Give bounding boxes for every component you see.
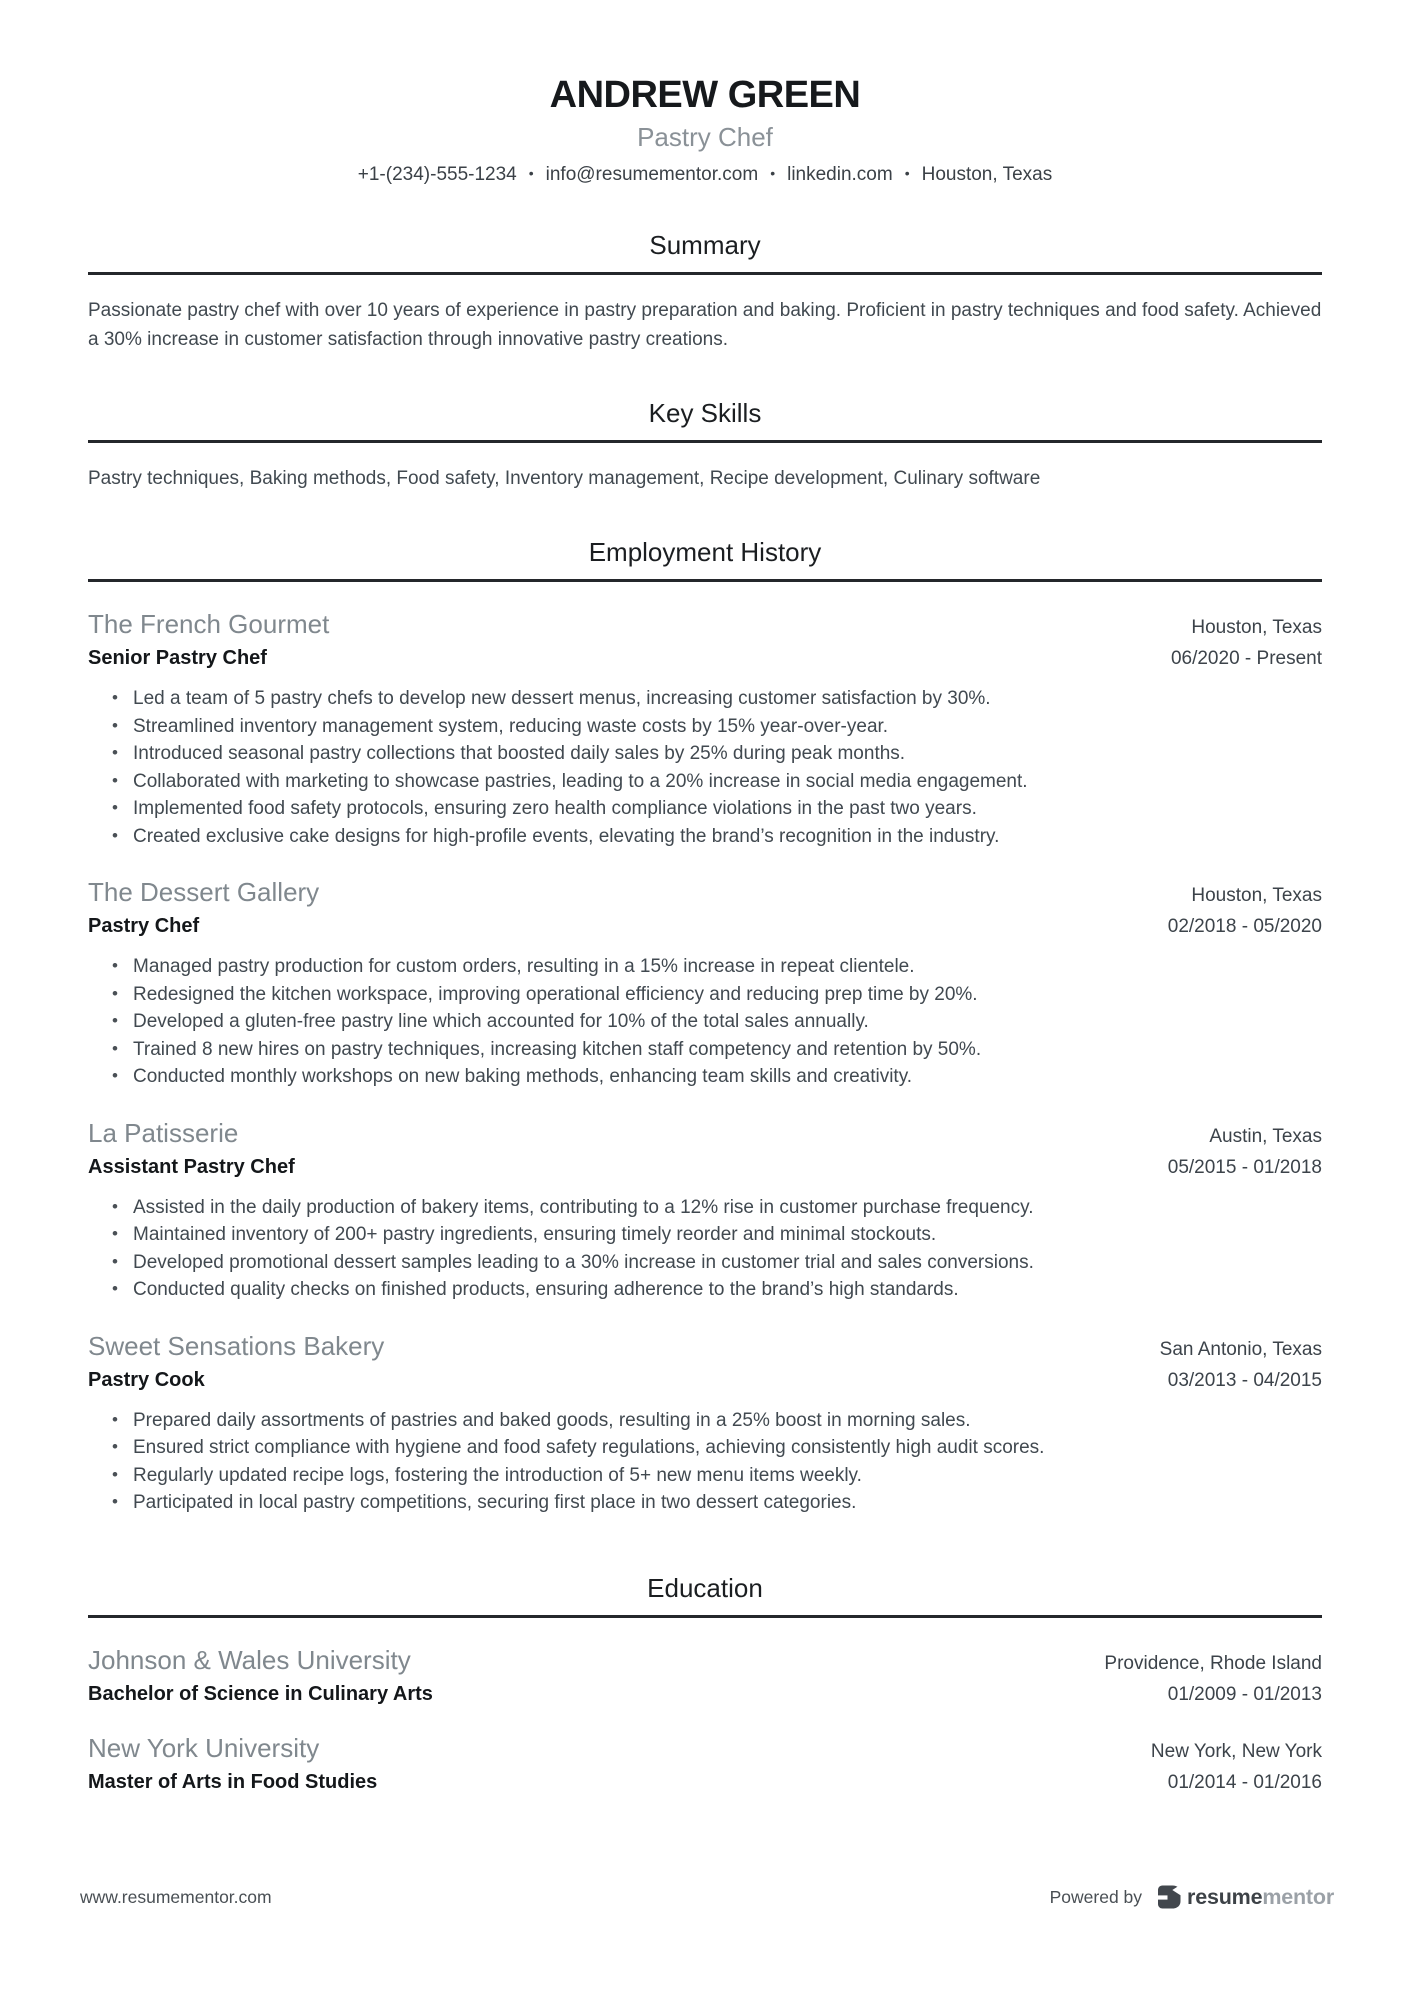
candidate-name: ANDREW GREEN (549, 74, 861, 116)
bullet-item: • Implemented food safety protocols, ensuring zero health compliance violations in the past two years. (112, 795, 1322, 823)
education-entry (88, 1645, 1322, 1706)
education-heading: Education (647, 1572, 763, 1603)
education-degree-row (88, 1764, 1322, 1794)
job-bullets (88, 953, 1322, 1091)
brand-bold: resume (1187, 1884, 1263, 1909)
candidate-title: Pastry Chef (637, 122, 773, 152)
key-skills-text: Pastry techniques, Baking methods, Food safety, Inventory management, Recipe development, Culinary software (88, 468, 1041, 489)
bullet-item: • Created exclusive cake designs for high-profile events, elevating the brand’s recognition in the industry. (112, 823, 1322, 851)
section-key-skills (88, 398, 1322, 493)
job-dates: 03/2013 - 04/2015 (1167, 1369, 1322, 1391)
job-title-row (88, 1362, 1322, 1392)
education-dates: 01/2009 - 01/2013 (1167, 1683, 1322, 1705)
section-summary (88, 230, 1322, 354)
job-title: Senior Pastry Chef (88, 647, 267, 669)
job-header-row (88, 1331, 1322, 1362)
bullet-item: • Streamlined inventory management system, reducing waste costs by 15% year-over-year. (112, 713, 1322, 741)
resumementor-logo-icon (1156, 1884, 1182, 1910)
bullet-item: • Redesigned the kitchen workspace, improving operational efficiency and reducing prep time by 20%. (112, 981, 1322, 1009)
job-location: Houston, Texas (1191, 885, 1322, 906)
job-title: Pastry Cook (88, 1368, 205, 1391)
job-title-row (88, 640, 1322, 670)
contact-email: info@resumementor.com (545, 164, 759, 185)
contact-separator: • (528, 165, 534, 181)
education-header-row (88, 1645, 1322, 1676)
bullet-item: • Participated in local pastry competitions, securing first place in two dessert categories. (112, 1489, 1322, 1517)
resumementor-brand (1156, 1884, 1334, 1910)
degree-name: Master of Arts in Food Studies (88, 1770, 378, 1793)
job-entry (88, 1331, 1322, 1517)
bullet-item: • Managed pastry production for custom orders, resulting in a 15% increase in repeat clientele. (112, 953, 1322, 981)
company-name: The French Gourmet (88, 609, 330, 639)
bullet-item: • Trained 8 new hires on pastry techniques, increasing kitchen staff competency and retention by 50%. (112, 1036, 1322, 1064)
employment-heading: Employment History (588, 537, 822, 567)
summary-heading: Summary (649, 230, 761, 260)
summary-text: Passionate pastry chef with over 10 years of experience in pastry preparation and baking. Proficient in pastry techniques and food safety. Achieved a 30% increase in customer satisfaction through innovative pastry creations. (88, 300, 1322, 350)
powered-by (1050, 1884, 1334, 1910)
job-entry (88, 1118, 1322, 1304)
job-bullets (88, 685, 1322, 850)
bullet-item: • Led a team of 5 pastry chefs to develop new dessert menus, increasing customer satisfaction by 30%. (112, 685, 1322, 713)
company-name: The Dessert Gallery (88, 877, 320, 907)
bullet-item: • Prepared daily assortments of pastries and baked goods, resulting in a 25% boost in morning sales. (112, 1407, 1322, 1435)
bullet-item: • Conducted quality checks on finished products, ensuring adherence to the brand’s high standards. (112, 1276, 1322, 1304)
bullet-item: • Developed promotional dessert samples leading to a 30% increase in customer trial and sales conversions. (112, 1249, 1322, 1277)
school-location: New York, New York (1150, 1740, 1322, 1762)
school-name: New York University (88, 1732, 320, 1763)
bullet-item: • Assisted in the daily production of bakery items, contributing to a 12% rise in customer purchase frequency. (112, 1194, 1322, 1222)
education-dates: 01/2014 - 01/2016 (1167, 1771, 1322, 1793)
job-title-row (88, 1149, 1322, 1179)
contact-linkedin: linkedin.com (787, 164, 893, 185)
company-name: La Patisserie (88, 1117, 239, 1148)
section-divider (88, 440, 1322, 443)
education-entry (88, 1733, 1322, 1794)
section-education (88, 1573, 1322, 1794)
degree-name: Bachelor of Science in Culinary Arts (88, 1682, 433, 1705)
contact-separator: • (770, 165, 776, 181)
contact-line (88, 164, 1322, 186)
job-dates: 06/2020 - Present (1170, 648, 1322, 669)
bullet-item: • Developed a gluten-free pastry line which accounted for 10% of the total sales annually. (112, 1008, 1322, 1036)
job-dates: 05/2015 - 01/2018 (1167, 1156, 1322, 1178)
job-entry (88, 609, 1322, 850)
brand-text (1187, 1885, 1334, 1910)
job-bullets (88, 1407, 1322, 1517)
job-location: Houston, Texas (1191, 617, 1322, 638)
job-dates: 02/2018 - 05/2020 (1167, 916, 1322, 937)
section-divider (88, 579, 1322, 582)
job-bullets (88, 1194, 1322, 1304)
bullet-item: • Conducted monthly workshops on new baking methods, enhancing team skills and creativity. (112, 1063, 1322, 1091)
section-employment (88, 537, 1322, 1517)
footer-website: www.resumementor.com (80, 1886, 272, 1907)
contact-location: Houston, Texas (921, 164, 1053, 185)
company-name: Sweet Sensations Bakery (88, 1330, 385, 1361)
job-header-row (88, 877, 1322, 908)
education-header-row (88, 1733, 1322, 1764)
bullet-item: • Collaborated with marketing to showcase pastries, leading to a 20% increase in social media engagement. (112, 768, 1322, 796)
bullet-item: • Ensured strict compliance with hygiene and food safety regulations, achieving consistently high audit scores. (112, 1434, 1322, 1462)
job-location: San Antonio, Texas (1159, 1338, 1322, 1360)
contact-separator: • (904, 165, 910, 181)
school-location: Providence, Rhode Island (1104, 1652, 1322, 1674)
key-skills-heading: Key Skills (648, 398, 762, 428)
bullet-item: • Maintained inventory of 200+ pastry ingredients, ensuring timely reorder and minimal stockouts. (112, 1221, 1322, 1249)
brand-light: mentor (1262, 1884, 1334, 1909)
school-name: Johnson & Wales University (88, 1644, 411, 1675)
section-divider (88, 1615, 1322, 1618)
powered-by-label: Powered by (1049, 1886, 1143, 1907)
job-title: Assistant Pastry Chef (88, 1155, 295, 1178)
job-title: Pastry Chef (88, 915, 200, 937)
job-entry (88, 877, 1322, 1091)
job-location: Austin, Texas (1209, 1125, 1322, 1147)
job-title-row (88, 908, 1322, 938)
education-degree-row (88, 1676, 1322, 1706)
resume-header (88, 74, 1322, 186)
contact-phone: +1-(234)-555-1234 (357, 164, 517, 185)
job-header-row (88, 609, 1322, 640)
bullet-item: • Introduced seasonal pastry collections that boosted daily sales by 25% during peak months. (112, 740, 1322, 768)
section-divider (88, 272, 1322, 275)
job-header-row (88, 1118, 1322, 1149)
bullet-item: • Regularly updated recipe logs, fostering the introduction of 5+ new menu items weekly. (112, 1462, 1322, 1490)
resume-footer (80, 1884, 1334, 1910)
